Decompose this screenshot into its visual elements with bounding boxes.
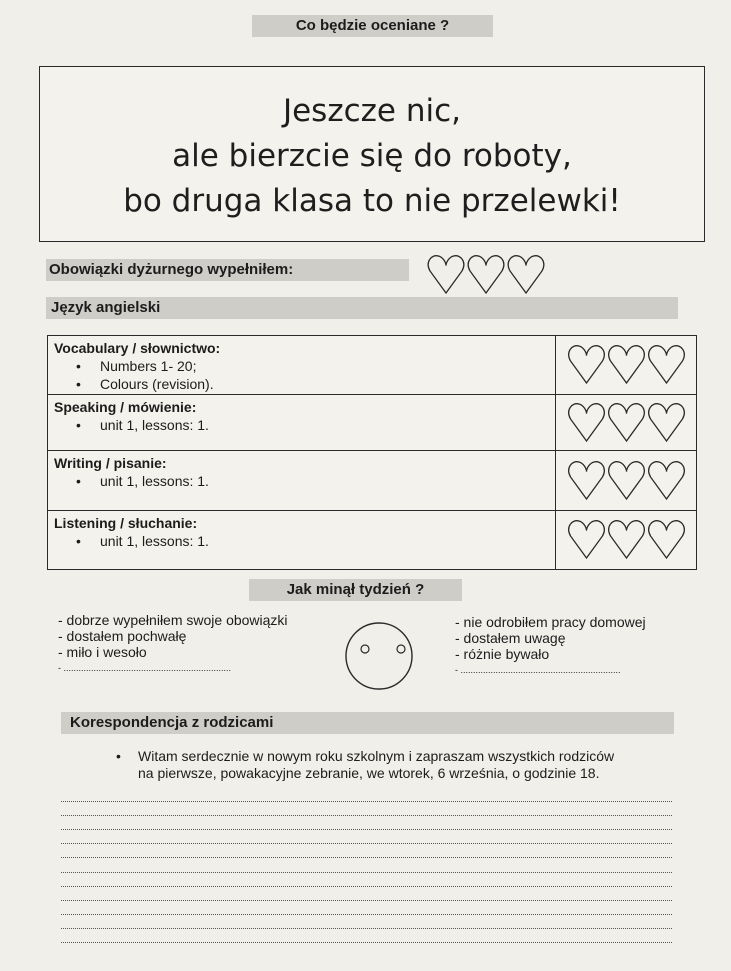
grade-hearts[interactable] <box>556 511 697 570</box>
duty-label: Obowiązki dyżurnego wypełniłem: <box>46 259 409 281</box>
week-option-blank: - ................................................................... <box>58 663 232 673</box>
writing-line[interactable] <box>61 929 672 943</box>
heart-outline-icon[interactable] <box>569 403 605 440</box>
writing-lines[interactable] <box>61 788 672 943</box>
week-option: - nie odrobiłem pracy domowej <box>455 614 646 630</box>
week-option-blank: - ................................................................ <box>455 665 621 675</box>
skill-item: • Colours (revision). <box>100 375 549 393</box>
note-line: Witam serdecznie w nowym roku szkolnym i zapraszam wszystkich rodziców <box>138 748 615 764</box>
week-option: - dostałem pochwałę <box>58 628 187 644</box>
week-option: - dobrze wypełniłem swoje obowiązki <box>58 612 288 628</box>
skill-cell <box>48 451 556 511</box>
header-title: Co będzie oceniane ? <box>252 15 493 37</box>
writing-line[interactable] <box>61 915 672 929</box>
heart-outline-icon[interactable] <box>508 256 544 293</box>
skill-item: • unit 1, lessons: 1. <box>100 416 549 434</box>
grades-table <box>47 335 697 570</box>
heart-outline-icon[interactable] <box>569 461 605 498</box>
writing-line[interactable] <box>61 830 672 844</box>
motto-line: ale bierzcie się do roboty, <box>172 137 572 174</box>
writing-line[interactable] <box>61 802 672 816</box>
week-option: - dostałem uwagę <box>455 630 566 646</box>
heart-icon[interactable] <box>556 399 697 443</box>
motto-box <box>39 66 705 242</box>
skill-title: Listening / słuchanie: <box>54 515 198 531</box>
writing-line[interactable] <box>61 887 672 901</box>
grade-hearts[interactable] <box>556 451 697 511</box>
motto-line: Jeszcze nic, <box>282 92 462 129</box>
week-option: - różnie bywało <box>455 646 550 662</box>
heart-outline-icon[interactable] <box>649 403 685 440</box>
skill-title: Speaking / mówienie: <box>54 399 197 415</box>
heart-outline-icon[interactable] <box>609 346 645 383</box>
heart-outline-icon[interactable] <box>609 403 645 440</box>
heart-outline-icon[interactable] <box>468 256 504 293</box>
heart-outline-icon[interactable] <box>649 461 685 498</box>
heart-icon[interactable] <box>556 457 697 501</box>
heart-outline-icon[interactable] <box>609 521 645 558</box>
skill-item: • Numbers 1- 20; <box>100 357 549 375</box>
heart-icon[interactable] <box>556 516 697 560</box>
week-title: Jak minął tydzień ? <box>249 579 462 601</box>
heart-outline-icon[interactable] <box>649 521 685 558</box>
motto-line: bo druga klasa to nie przelewki! <box>123 182 621 219</box>
writing-line[interactable] <box>61 816 672 830</box>
week-bad-list <box>455 614 646 678</box>
bullet: • <box>116 748 121 764</box>
note-line: na pierwsze, powakacyjne zebranie, we wtorek, 6 września, o godzinie 18. <box>138 765 600 781</box>
writing-line[interactable] <box>61 858 672 872</box>
heart-outline-icon[interactable] <box>569 346 605 383</box>
correspondence-title: Korespondencja z rodzicami <box>61 712 674 734</box>
writing-line[interactable] <box>61 788 672 802</box>
skill-cell <box>48 395 556 451</box>
skill-cell <box>48 511 556 570</box>
writing-line[interactable] <box>61 873 672 887</box>
heart-icon[interactable] <box>424 251 548 295</box>
grade-hearts[interactable] <box>556 395 697 451</box>
skill-title: Vocabulary / słownictwo: <box>54 340 221 356</box>
heart-outline-icon[interactable] <box>649 346 685 383</box>
duty-hearts[interactable] <box>424 251 548 295</box>
week-good-list <box>58 612 288 676</box>
heart-outline-icon[interactable] <box>428 256 464 293</box>
heart-outline-icon[interactable] <box>609 461 645 498</box>
heart-outline-icon[interactable] <box>569 521 605 558</box>
parent-note <box>116 748 683 782</box>
writing-line[interactable] <box>61 901 672 915</box>
heart-icon[interactable] <box>556 341 697 385</box>
week-option: - miło i wesoło <box>58 644 147 660</box>
skill-title: Writing / pisanie: <box>54 455 167 471</box>
blank-face-icon[interactable] <box>343 622 415 692</box>
grade-hearts[interactable] <box>556 336 697 395</box>
writing-line[interactable] <box>61 844 672 858</box>
skill-item: • unit 1, lessons: 1. <box>100 532 549 550</box>
skill-cell <box>48 336 556 395</box>
subject-title: Język angielski <box>46 297 678 319</box>
skill-item: • unit 1, lessons: 1. <box>100 472 549 490</box>
